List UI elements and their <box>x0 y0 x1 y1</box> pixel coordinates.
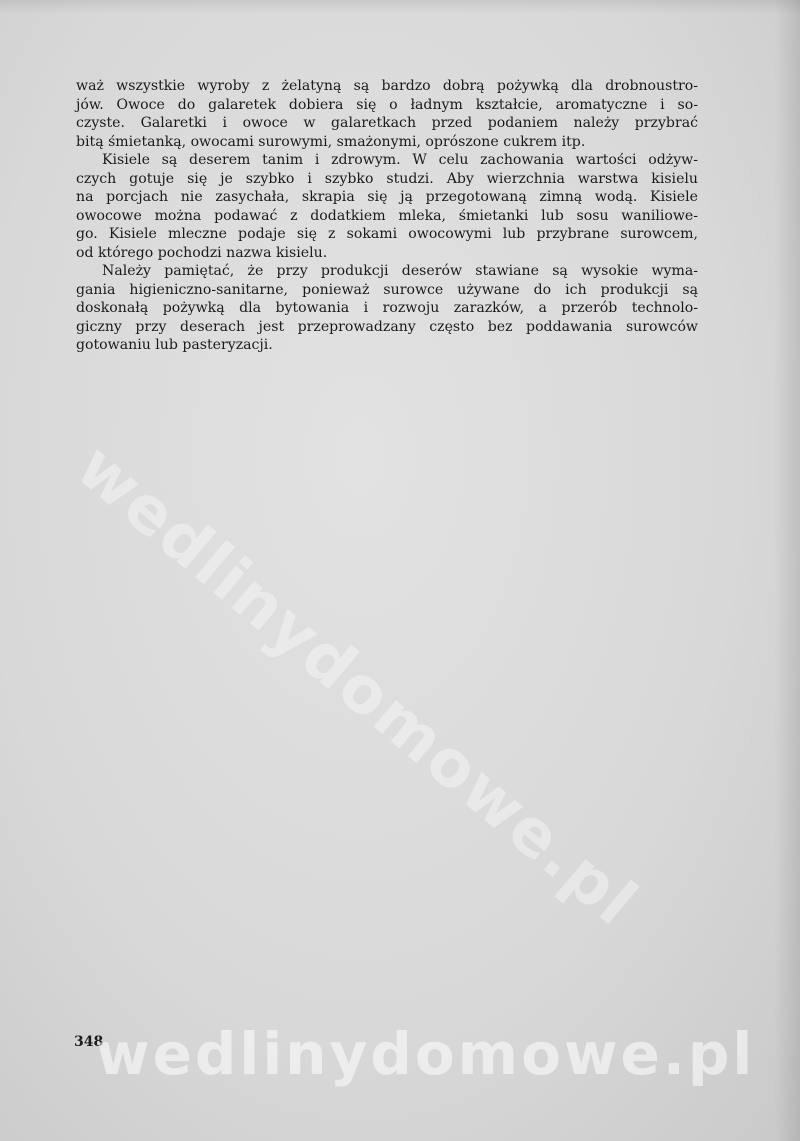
text-line: waż wszystkie wyroby z żelatyną są bardzo dobrą pożywką dla drobnoustro- <box>76 78 698 94</box>
text-line: giczny przy deserach jest przeprowadzany często bez poddawania surowców <box>76 318 698 335</box>
text-line: czych gotuje się je szybko i szybko studzi. Aby wierzchnia warstwa kisielu <box>76 170 698 187</box>
paragraph-1 <box>76 77 698 151</box>
text-line: od którego pochodzi nazwa kisielu. <box>76 244 328 261</box>
body-text <box>76 77 698 355</box>
text-line: na porcjach nie zasychała, skrapia się ją przegotowaną zimną wodą. Kisiele <box>76 189 698 205</box>
text-line: go. Kisiele mleczne podaje się z sokami owocowymi lub przybrane surowcem, <box>76 226 698 242</box>
text-line: Kisiele są deserem tanim i zdrowym. W celu zachowania wartości odżyw- <box>102 152 698 168</box>
paragraph-3 <box>76 262 698 355</box>
text-line: Należy pamiętać, że przy produkcji deserów stawiane są wysokie wyma- <box>102 263 698 279</box>
text-line: czyste. Galaretki i owoce w galaretkach przed podaniem należy przybrać <box>76 115 698 131</box>
text-line: gotowaniu lub pasteryzacji. <box>76 337 273 353</box>
paragraph-2 <box>76 151 698 262</box>
watermark-diagonal: wedlinydomowe.pl <box>62 430 652 941</box>
page-number: 348 <box>74 1034 104 1050</box>
text-line: owocowe można podawać z dodatkiem mleka, śmietanki lub sosu waniliowe- <box>76 207 698 224</box>
text-line: jów. Owoce do galaretek dobiera się o ładnym kształcie, aromatyczne i so- <box>76 96 698 113</box>
watermark-footer: wedlinydomowe.pl <box>96 1020 756 1088</box>
text-line: doskonałą pożywką dla bytowania i rozwoju zarazków, a przerób technolo- <box>76 300 698 316</box>
text-line: gania higieniczno-sanitarne, ponieważ surowce używane do ich produkcji są <box>76 281 698 298</box>
page-edge-shadow <box>774 0 800 1141</box>
text-line: bitą śmietanką, owocami surowymi, smażonymi, oprószone cukrem itp. <box>76 133 586 150</box>
page-top-shadow <box>0 0 800 14</box>
